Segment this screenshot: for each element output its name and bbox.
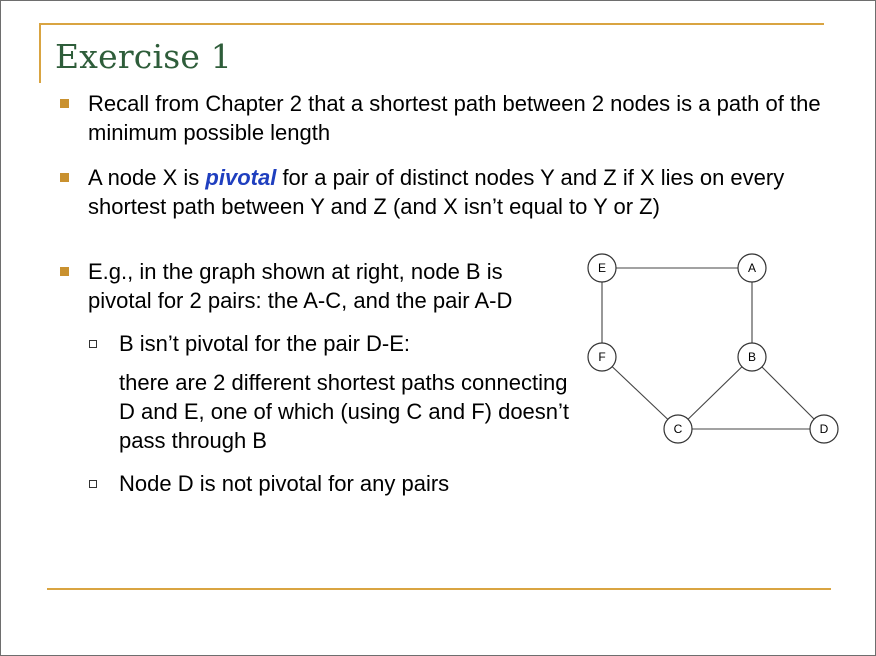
sub-bullet-explanation: there are 2 different shortest paths connecting D and E, one of which (using C and F) doesn’t pass through B xyxy=(119,370,570,453)
node-f xyxy=(588,343,616,371)
edge-b-c xyxy=(688,367,742,419)
node-e xyxy=(588,254,616,282)
node-label: B xyxy=(747,350,757,364)
node-b xyxy=(738,343,766,371)
node-c xyxy=(664,415,692,443)
node-label: F xyxy=(598,350,606,364)
node-label: A xyxy=(747,261,757,275)
slide-title: Exercise 1 xyxy=(55,37,232,76)
node-a xyxy=(738,254,766,282)
bullet-text: Recall from Chapter 2 that a shortest path between 2 nodes is a path of the minimum possible length xyxy=(88,91,821,145)
pivotal-term: pivotal xyxy=(205,165,277,190)
bullet-text-after: for a pair of distinct nodes Y and Z if X lies on every shortest path between Y and Z (and X isn’t equal to Y or Z) xyxy=(88,165,785,219)
sub-bullet-text: Node D is not pivotal for any pairs xyxy=(119,471,450,496)
node-label: D xyxy=(819,422,829,436)
node-d xyxy=(810,415,838,443)
example-graph xyxy=(1,1,875,655)
graph-edges xyxy=(602,268,814,429)
bullet-text: E.g., in the graph shown at right, node B is pivotal for 2 pairs: the A-C, and the pair A-D xyxy=(88,259,513,313)
bullet-text-before: A node X is xyxy=(88,165,206,190)
node-label: C xyxy=(673,422,683,436)
graph-nodes xyxy=(588,254,838,443)
node-label: E xyxy=(597,261,607,275)
edge-f-c xyxy=(612,367,668,420)
sub-bullet-text: B isn’t pivotal for the pair D-E: xyxy=(119,331,411,356)
edge-b-d xyxy=(762,367,814,419)
bottom-rule xyxy=(47,588,831,590)
